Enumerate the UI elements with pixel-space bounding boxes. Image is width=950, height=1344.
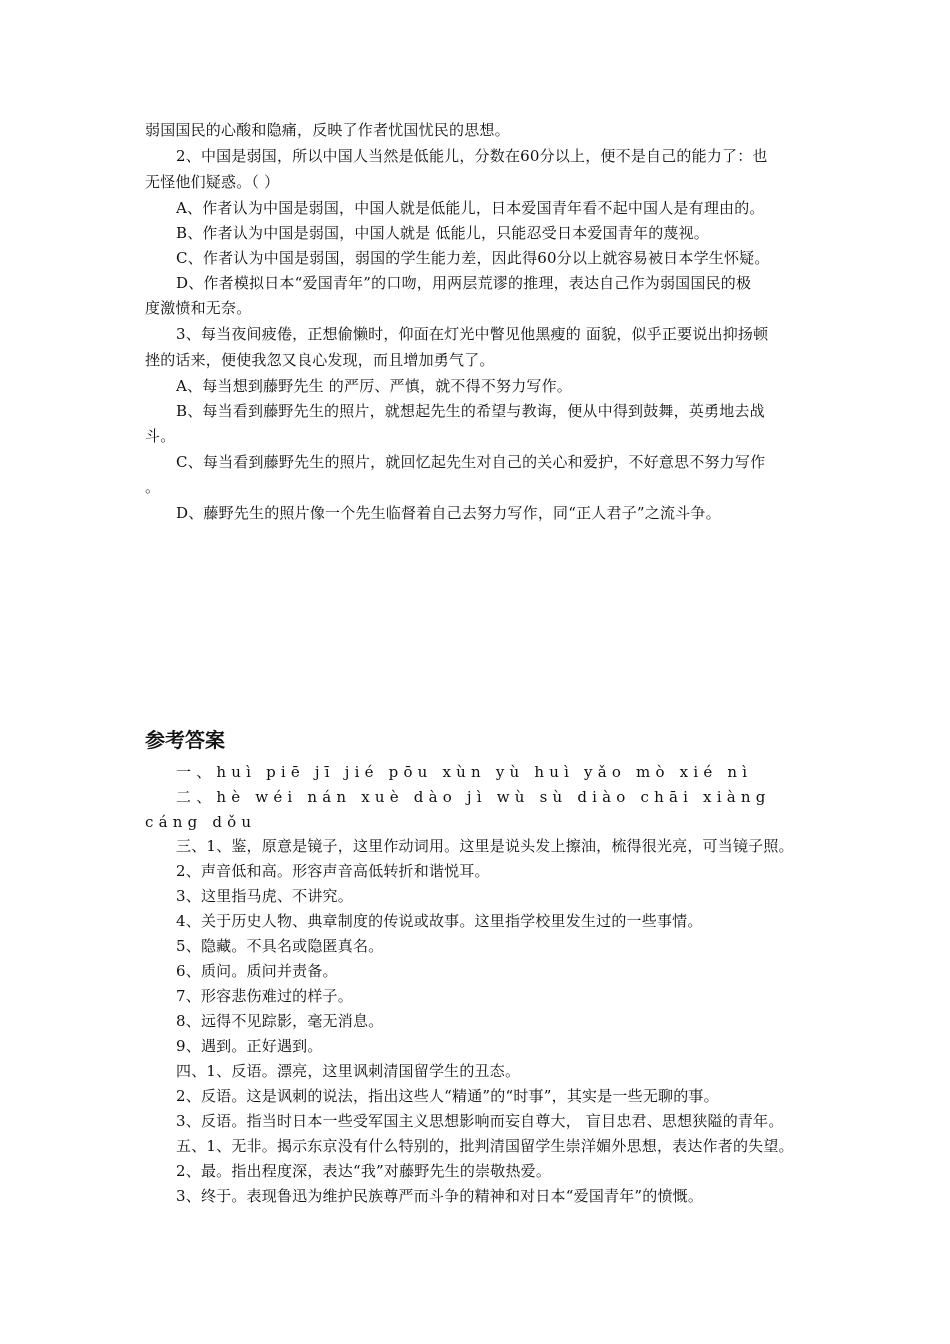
answer-part5-item: 3、终于。表现鲁迅为维护民族尊严而斗争的精神和对日本“爱国青年”的愤慨。 [176, 1187, 704, 1205]
answer-part3-item: 三、1、鉴，原意是镜子，这里作动词用。这里是说头发上擦油，梳得很光亮，可当镜子照。 [176, 837, 794, 855]
q2-stem-line2: 无怪他们疑惑。（ ） [145, 173, 280, 191]
answer-part2-line2: cáng dǒu [145, 813, 257, 831]
q3-option-c-line1: C、每当看到藤野先生的照片，就回忆起先生对自己的关心和爱护，不好意思不努力写作 [176, 453, 766, 471]
q2-stem-line1: 2、中国是弱国，所以中国人当然是低能儿，分数在60分以上，便不是自己的能力了：也 [176, 147, 768, 165]
q2-option-d-line1: D、作者模拟日本“爱国青年”的口吻，用两层荒谬的推理，表达自己作为弱国国民的极 [176, 274, 752, 292]
q3-option-a: A、每当想到藤野先生 的严厉、严慎，就不得不努力写作。 [176, 377, 573, 395]
q3-option-d: D、藤野先生的照片像一个先生临督着自己去努力写作，同“正人君子”之流斗争。 [176, 504, 721, 522]
answer-part1-pinyin: 一、huì piē jī jié pōu xùn yù huì yǎo mò xié nì [176, 763, 753, 781]
q2-option-c: C、作者认为中国是弱国，弱国的学生能力差，因此得60分以上就容易被日本学生怀疑。 [176, 249, 770, 267]
q3-stem-line1: 3、每当夜间疲倦，正想偷懒时，仰面在灯光中瞥见他黑瘦的 面貌，似乎正要说出抑扬顿 [176, 325, 769, 343]
q2-option-b: B、作者认为中国是弱国，中国人就是 低能儿，只能忍受日本爱国青年的蔑视。 [176, 224, 709, 242]
answer-part4-item: 3、反语。指当时日本一些受军国主义思想影响而妄自尊大， 盲目忠君、思想狭隘的青年。 [176, 1112, 784, 1130]
answer-heading: 参考答案 [145, 728, 225, 752]
answer-part3-item: 8、远得不见踪影，毫无消息。 [176, 1012, 384, 1030]
answer-part3-item: 9、遇到。正好遇到。 [176, 1037, 323, 1055]
answer-part3-item: 7、形容悲伤难过的样子。 [176, 987, 353, 1005]
answer-part5-item: 五、1、无非。揭示东京没有什么特别的，批判清国留学生崇洋媚外思想，表达作者的失望。 [176, 1137, 794, 1155]
answer-part3-item: 6、质问。质问并责备。 [176, 962, 338, 980]
intro-tail-text: 弱国国民的心酸和隐痛，反映了作者忧国忧民的思想。 [145, 121, 510, 139]
q3-option-b-line2: 斗。 [145, 427, 176, 445]
answer-part2-line1: 二、hè wéi nán xuè dào jì wù sù diào chāi xiàng [176, 788, 771, 806]
q3-option-b-line1: B、每当看到藤野先生的照片，就想起先生的希望与教诲，便从中得到鼓舞，英勇地去战 [176, 402, 765, 420]
answer-part3-item: 4、关于历史人物、典章制度的传说或故事。这里指学校里发生过的一些事情。 [176, 912, 703, 930]
answer-part3-item: 3、这里指马虎、不讲究。 [176, 887, 353, 905]
q3-stem-line2: 挫的话来，便使我忽又良心发现，而且增加勇气了。 [145, 351, 495, 369]
q2-option-d-line2: 度激愤和无奈。 [145, 299, 252, 317]
answer-part3-item: 5、隐藏。不具名或隐匿真名。 [176, 937, 384, 955]
answer-part5-item: 2、最。指出程度深，表达“我”对藤野先生的崇敬热爱。 [176, 1162, 552, 1180]
answer-part3-item: 2、声音低和高。形容声音高低转折和谐悦耳。 [176, 862, 490, 880]
q3-option-c-line2: 。 [145, 478, 161, 496]
answer-part4-item: 四、1、反语。漂亮，这里讽刺清国留学生的丑态。 [176, 1062, 521, 1080]
q2-option-a: A、作者认为中国是弱国，中国人就是低能儿，日本爱国青年看不起中国人是有理由的。 [176, 199, 765, 217]
answer-part4-item: 2、反语。这是讽刺的说法，指出这些人“精通”的“时事”，其实是一些无聊的事。 [176, 1087, 719, 1105]
